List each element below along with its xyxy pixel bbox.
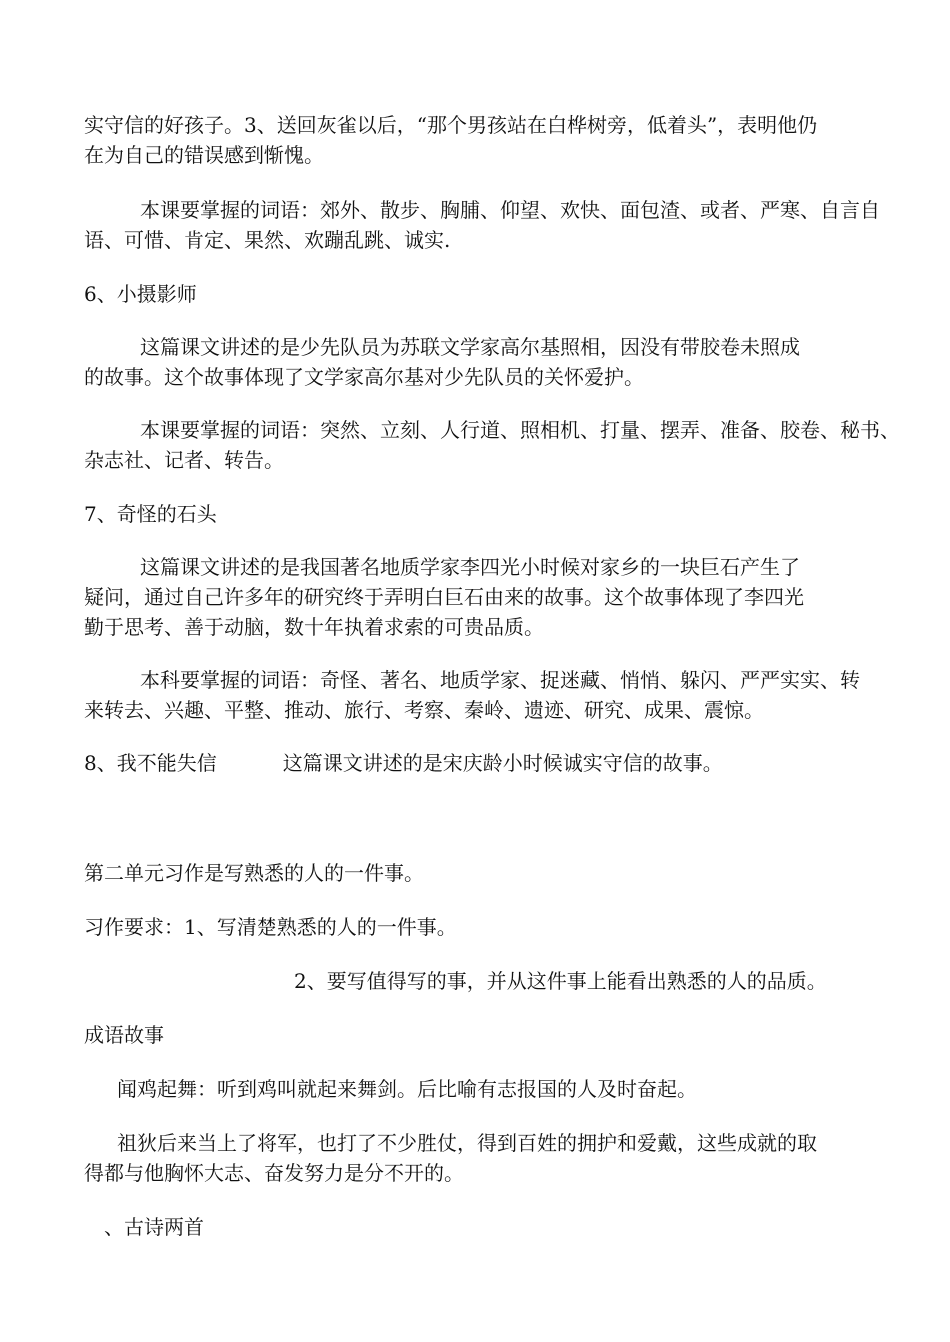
heading-text: 7、奇怪的石头 xyxy=(84,502,217,526)
heading-text: 6、小摄影师 xyxy=(84,282,197,306)
text-line: 语、可惜、肯定、果然、欢蹦乱跳、诚实. xyxy=(84,228,451,252)
text-line: 在为自己的错误感到惭愧。 xyxy=(84,143,324,167)
vocabulary-paragraph xyxy=(84,195,894,255)
text-line: 祖狄后来当上了将军，也打了不少胜仗，得到百姓的拥护和爱戴，这些成就的取 xyxy=(117,1131,817,1155)
text-line: 疑问，通过自己许多年的研究终于弄明白巨石由来的故事。这个故事体现了李四光 xyxy=(84,585,804,609)
summary-paragraph xyxy=(84,332,894,392)
text-line: 这篇课文讲述的是我国著名地质学家李四光小时候对家乡的一块巨石产生了 xyxy=(140,555,800,579)
heading-text: 、古诗两首 xyxy=(104,1215,204,1239)
text-line: 的故事。这个故事体现了文学家高尔基对少先队员的关怀爱护。 xyxy=(84,365,644,389)
text-line: 本课要掌握的词语：郊外、散步、胸脯、仰望、欢快、面包渣、或者、严寒、自言自 xyxy=(140,198,880,222)
section-heading xyxy=(84,1020,894,1050)
unit-heading xyxy=(84,858,894,888)
vocabulary-paragraph xyxy=(84,665,894,725)
writing-requirement xyxy=(84,912,894,942)
idiom-definition xyxy=(117,1074,894,1104)
lesson-heading xyxy=(84,748,894,778)
text-line: 杂志社、记者、转告。 xyxy=(84,448,284,472)
text-line: 勤于思考、善于动脑，数十年执着求索的可贵品质。 xyxy=(84,615,544,639)
idiom-story-paragraph xyxy=(84,1128,894,1188)
text-line: 实守信的好孩子。3、送回灰雀以后，“那个男孩站在白桦树旁，低着头”，表明他仍 xyxy=(84,113,818,137)
writing-requirement xyxy=(294,966,894,996)
text-line: 这篇课文讲述的是少先队员为苏联文学家高尔基照相，因没有带胶卷未照成 xyxy=(140,335,800,359)
text-line: 本科要掌握的词语：奇怪、著名、地质学家、捉迷藏、悄悄、躲闪、严严实实、转 xyxy=(140,668,860,692)
lesson-heading xyxy=(84,499,894,529)
paragraph-continuation xyxy=(84,110,894,170)
text-line: 本课要掌握的词语：突然、立刻、人行道、照相机、打量、摆弄、准备、胶卷、秘书、 xyxy=(140,418,900,442)
heading-line xyxy=(84,748,894,778)
summary-text: 这篇课文讲述的是宋庆龄小时候诚实守信的故事。 xyxy=(282,751,723,775)
text-line: 闻鸡起舞：听到鸡叫就起来舞剑。后比喻有志报国的人及时奋起。 xyxy=(117,1077,697,1101)
heading-text: 8、我不能失信 xyxy=(84,751,217,775)
text-line: 得都与他胸怀大志、奋发努力是分不开的。 xyxy=(84,1161,464,1185)
heading-text: 第二单元习作是写熟悉的人的一件事。 xyxy=(84,861,424,885)
section-heading xyxy=(104,1212,894,1242)
lesson-heading xyxy=(84,279,894,309)
heading-text: 成语故事 xyxy=(84,1023,164,1047)
text-line: 来转去、兴趣、平整、推动、旅行、考察、秦岭、遗迹、研究、成果、震惊。 xyxy=(84,698,764,722)
text-line: 习作要求：1、写清楚熟悉的人的一件事。 xyxy=(84,915,457,939)
text-line: 2、要写值得写的事，并从这件事上能看出熟悉的人的品质。 xyxy=(294,969,827,993)
vocabulary-paragraph xyxy=(84,415,900,475)
summary-paragraph xyxy=(84,552,894,642)
